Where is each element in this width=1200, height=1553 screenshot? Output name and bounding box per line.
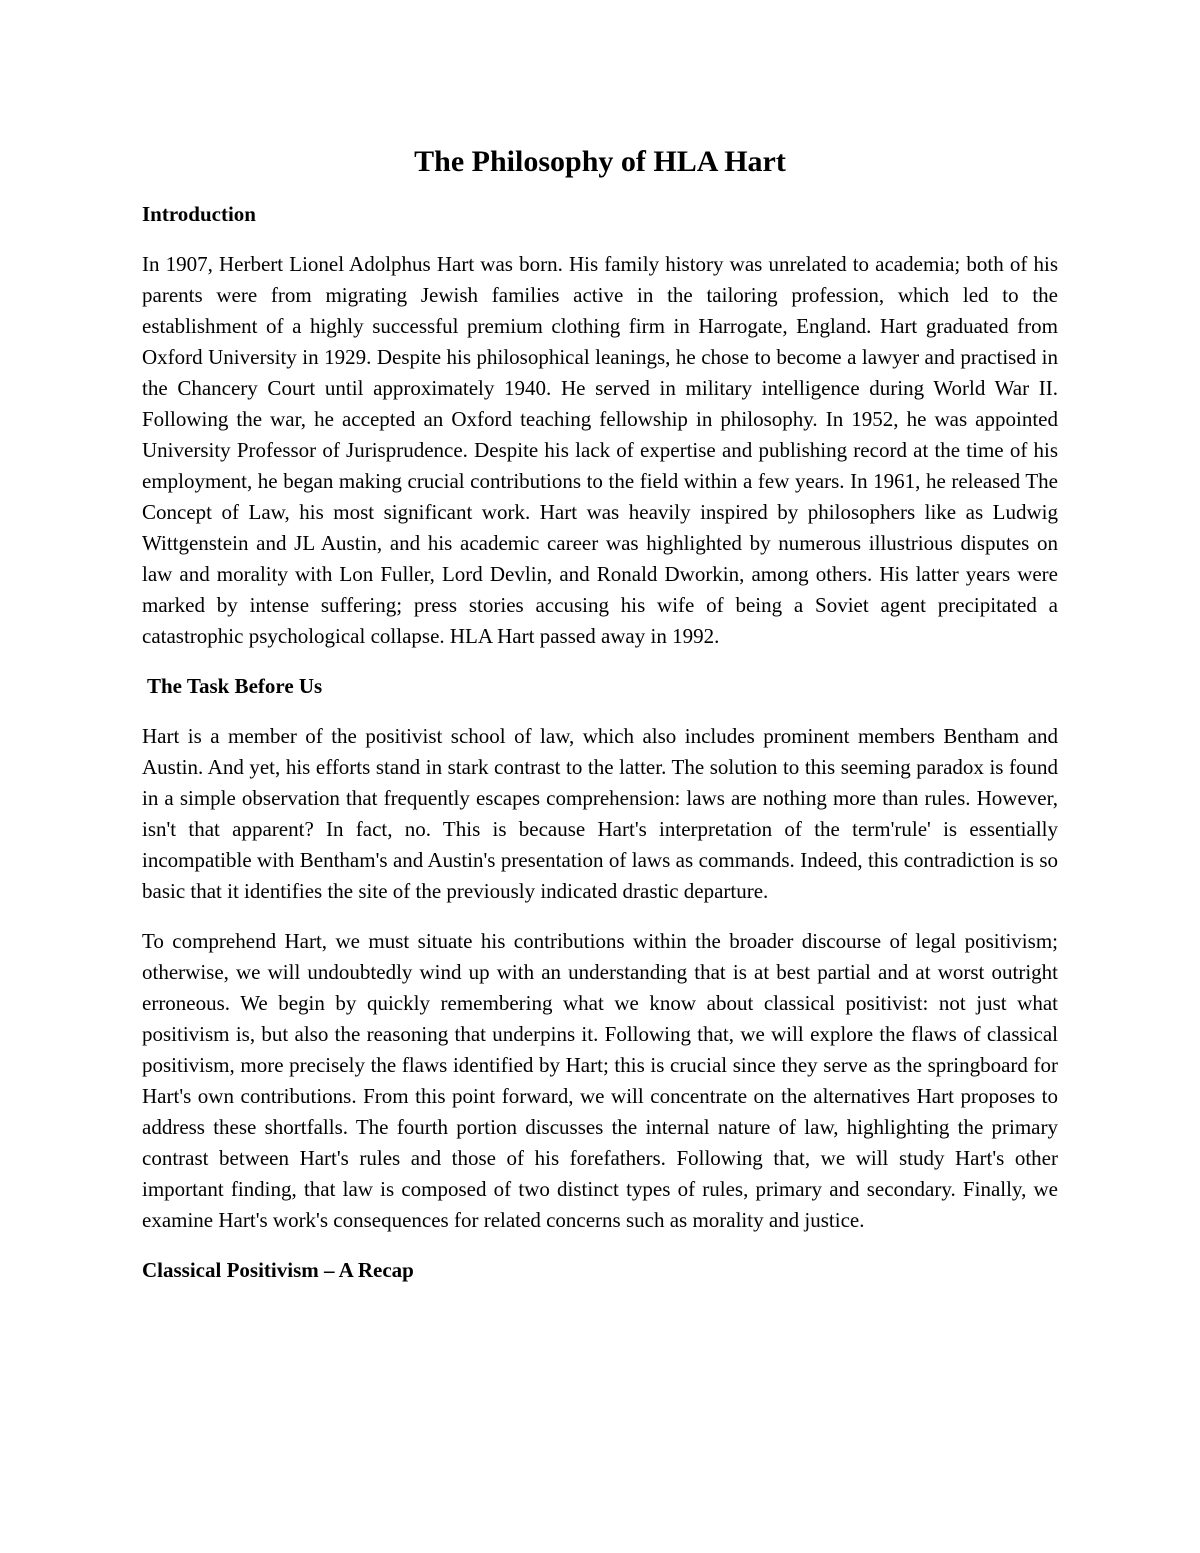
paragraph-task-2: To comprehend Hart, we must situate his contributions within the broader discourse of legal positivism; otherwise, we will undoubtedly wind up with an understanding that is at best partial and at worst outright erroneous. We begin by quickly remembering what we know about classical positivist: not just what positivism is, but also the reasoning that underpins it. Following that, we will explore the flaws of classical positivism, more precisely the flaws identified by Hart; this is crucial since they serve as the springboard for Hart's own contributions. From this point forward, we will concentrate on the alternatives Hart proposes to address these shortfalls. The fourth portion discusses the internal nature of law, highlighting the primary contrast between Hart's rules and those of his forefathers. Following that, we will study Hart's other important finding, that law is composed of two distinct types of rules, primary and secondary. Finally, we examine Hart's work's consequences for related concerns such as morality and justice. [142,929,1058,1232]
section-heading-introduction: Introduction [142,202,256,226]
document-title: The Philosophy of HLA Hart [414,145,786,178]
paragraph-task-1: Hart is a member of the positivist school of law, which also includes prominent members Bentham and Austin. And yet, his efforts stand in stark contrast to the latter. The solution to this seeming paradox is found in a simple observation that frequently escapes comprehension: laws are nothing more than rules. However, isn't that apparent? In fact, no. This is because Hart's interpretation of the term'rule' is essentially incompatible with Bentham's and Austin's presentation of laws as commands. Indeed, this contradiction is so basic that it identifies the site of the previously indicated drastic departure. [142,724,1058,903]
section-heading-classical-positivism: Classical Positivism – A Recap [142,1258,414,1282]
section-heading-task-before-us: The Task Before Us [147,674,323,698]
document-body [142,140,1058,1305]
paragraph-introduction: In 1907, Herbert Lionel Adolphus Hart was born. His family history was unrelated to academia; both of his parents were from migrating Jewish families active in the tailoring profession, which led to the establishment of a highly successful premium clothing firm in Harrogate, England. Hart graduated from Oxford University in 1929. Despite his philosophical leanings, he chose to become a lawyer and practised in the Chancery Court until approximately 1940. He served in military intelligence during World War II. Following the war, he accepted an Oxford teaching fellowship in philosophy. In 1952, he was appointed University Professor of Jurisprudence. Despite his lack of expertise and publishing record at the time of his employment, he began making crucial contributions to the field within a few years. In 1961, he released The Concept of Law, his most significant work. Hart was heavily inspired by philosophers like as Ludwig Wittgenstein and JL Austin, and his academic career was highlighted by numerous illustrious disputes on law and morality with Lon Fuller, Lord Devlin, and Ronald Dworkin, among others. His latter years were marked by intense suffering; press stories accusing his wife of being a Soviet agent precipitated a catastrophic psychological collapse. HLA Hart passed away in 1992. [142,252,1058,648]
